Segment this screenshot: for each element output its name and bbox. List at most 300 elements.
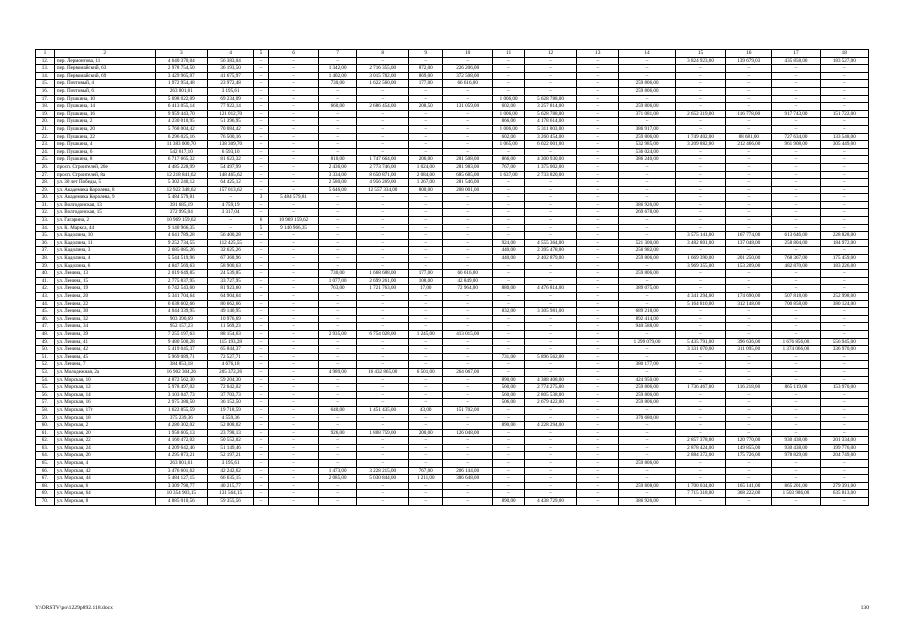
value-cell: – bbox=[524, 186, 576, 194]
value-cell: – bbox=[726, 368, 772, 376]
address-cell: ул. Морская, 8 bbox=[54, 498, 155, 506]
value-cell: – bbox=[577, 452, 619, 460]
value-cell: – bbox=[772, 330, 820, 338]
value-cell: 1 299 079,00 bbox=[619, 338, 676, 346]
value-cell: 4 476 814,00 bbox=[524, 285, 576, 293]
value-cell: 9 140 966,35 bbox=[268, 224, 318, 232]
value-cell: 930 438,00 bbox=[772, 437, 820, 445]
value-cell: – bbox=[820, 429, 868, 437]
address-cell: ул. Ленина, 15 bbox=[54, 277, 155, 285]
value-cell: – bbox=[319, 194, 357, 202]
value-cell: – bbox=[772, 270, 820, 278]
value-cell: 3 482 801,00 bbox=[675, 239, 725, 247]
value-cell: – bbox=[356, 125, 408, 133]
value-cell: 2 679 422,00 bbox=[524, 399, 576, 407]
value-cell: – bbox=[619, 57, 676, 65]
value-cell: 700 858,00 bbox=[772, 300, 820, 308]
value-cell: – bbox=[268, 384, 318, 392]
register-table-body bbox=[36, 50, 869, 506]
value-cell: – bbox=[820, 391, 868, 399]
value-cell: – bbox=[254, 270, 269, 278]
value-cell: – bbox=[524, 262, 576, 270]
value-cell: – bbox=[319, 384, 357, 392]
value-cell: – bbox=[268, 338, 318, 346]
value-cell: – bbox=[268, 277, 318, 285]
value-cell: – bbox=[820, 65, 868, 73]
value-cell: – bbox=[675, 414, 725, 422]
value-cell: 1 342,00 bbox=[319, 65, 357, 73]
value-cell: – bbox=[820, 156, 868, 164]
value-cell: – bbox=[493, 262, 524, 270]
value-cell: – bbox=[524, 346, 576, 354]
value-cell: – bbox=[726, 406, 772, 414]
table-row bbox=[36, 80, 869, 88]
value-cell: – bbox=[619, 368, 676, 376]
value-cell: – bbox=[493, 277, 524, 285]
value-cell: – bbox=[319, 148, 357, 156]
value-cell: – bbox=[409, 452, 443, 460]
value-cell: – bbox=[493, 368, 524, 376]
address-cell: ул. 30 лет Победы, 5 bbox=[54, 179, 155, 187]
address-cell: ул. Ленина, 13 bbox=[54, 270, 155, 278]
value-cell: – bbox=[356, 399, 408, 407]
value-cell: – bbox=[577, 57, 619, 65]
value-cell: 3 309 790,77 bbox=[155, 482, 207, 490]
value-cell: – bbox=[524, 460, 576, 468]
row-number-cell: 33. bbox=[36, 217, 55, 225]
value-cell: – bbox=[772, 399, 820, 407]
address-cell: ул. Морская, 2 bbox=[54, 422, 155, 430]
value-cell: 890,00 bbox=[493, 498, 524, 506]
address-cell: ул. Ленина, 20 bbox=[54, 293, 155, 301]
value-cell: 389 075,00 bbox=[619, 285, 676, 293]
column-number-cell: 10 bbox=[443, 50, 493, 58]
value-cell: 730,00 bbox=[319, 80, 357, 88]
value-cell: 2 402 879,00 bbox=[524, 255, 576, 263]
value-cell: 5 628 788,00 bbox=[524, 95, 576, 103]
row-number-cell: 46. bbox=[36, 315, 55, 323]
value-cell: 5 978 497,02 bbox=[155, 384, 207, 392]
value-cell: – bbox=[772, 224, 820, 232]
value-cell: – bbox=[577, 368, 619, 376]
value-cell: – bbox=[409, 482, 443, 490]
value-cell: 4 555 364,00 bbox=[524, 239, 576, 247]
value-cell: – bbox=[443, 118, 493, 126]
value-cell: 1 267,00 bbox=[409, 179, 443, 187]
value-cell: 259 806,00 bbox=[619, 103, 676, 111]
value-cell: – bbox=[577, 217, 619, 225]
value-cell: 2 084,00 bbox=[409, 171, 443, 179]
table-row bbox=[36, 346, 869, 354]
row-number-cell: 21. bbox=[36, 125, 55, 133]
value-cell: 10 969 159,62 bbox=[268, 217, 318, 225]
value-cell: – bbox=[675, 179, 725, 187]
value-cell: – bbox=[493, 330, 524, 338]
value-cell: – bbox=[820, 376, 868, 384]
value-cell: 263 001,61 bbox=[155, 460, 207, 468]
address-cell: ул. Кадолина, 6 bbox=[54, 262, 155, 270]
value-cell: 6 413 055,14 bbox=[155, 103, 207, 111]
value-cell: – bbox=[443, 490, 493, 498]
value-cell: – bbox=[524, 80, 576, 88]
value-cell: – bbox=[772, 179, 820, 187]
value-cell: 6 296 025,16 bbox=[155, 133, 207, 141]
table-row bbox=[36, 270, 869, 278]
value-cell: – bbox=[268, 95, 318, 103]
value-cell: – bbox=[254, 498, 269, 506]
value-cell: 42 849,00 bbox=[443, 277, 493, 285]
value-cell: – bbox=[254, 467, 269, 475]
value-cell: 5 341 704,64 bbox=[155, 293, 207, 301]
value-cell: – bbox=[820, 368, 868, 376]
value-cell: – bbox=[577, 224, 619, 232]
value-cell: – bbox=[443, 399, 493, 407]
value-cell: 66 616,00 bbox=[443, 80, 493, 88]
value-cell: – bbox=[820, 353, 868, 361]
value-cell: – bbox=[493, 323, 524, 331]
value-cell: – bbox=[319, 414, 357, 422]
value-cell: – bbox=[820, 498, 868, 506]
value-cell: – bbox=[409, 232, 443, 240]
value-cell: 4 230 010,95 bbox=[155, 118, 207, 126]
value-cell: – bbox=[524, 482, 576, 490]
value-cell: – bbox=[409, 224, 443, 232]
value-cell: – bbox=[493, 72, 524, 80]
value-cell: – bbox=[409, 414, 443, 422]
value-cell: 1 972 954,48 bbox=[155, 80, 207, 88]
value-cell: 67 368,96 bbox=[208, 255, 254, 263]
value-cell: – bbox=[619, 490, 676, 498]
value-cell: 36 152,50 bbox=[208, 399, 254, 407]
value-cell: 3 195,61 bbox=[208, 87, 254, 95]
value-cell: 66 635,15 bbox=[208, 475, 254, 483]
value-cell: – bbox=[619, 232, 676, 240]
value-cell: – bbox=[409, 87, 443, 95]
value-cell: – bbox=[772, 156, 820, 164]
value-cell: – bbox=[493, 406, 524, 414]
value-cell: – bbox=[409, 300, 443, 308]
value-cell: – bbox=[268, 391, 318, 399]
value-cell: – bbox=[319, 141, 357, 149]
value-cell: 613 646,00 bbox=[772, 232, 820, 240]
value-cell: – bbox=[254, 57, 269, 65]
value-cell: – bbox=[577, 179, 619, 187]
value-cell: – bbox=[319, 239, 357, 247]
value-cell: – bbox=[772, 87, 820, 95]
value-cell: 440,00 bbox=[493, 255, 524, 263]
value-cell: 4 209 642,46 bbox=[155, 444, 207, 452]
value-cell: – bbox=[772, 361, 820, 369]
value-cell: 1 736 467,00 bbox=[675, 384, 725, 392]
value-cell: 70 084,42 bbox=[208, 125, 254, 133]
value-cell: – bbox=[254, 460, 269, 468]
value-cell: 5 484 579,81 bbox=[268, 194, 318, 202]
value-cell: 1 668 688,00 bbox=[356, 270, 408, 278]
value-cell: 880,00 bbox=[493, 285, 524, 293]
value-cell: 386 926,00 bbox=[619, 201, 676, 209]
value-cell: – bbox=[268, 315, 318, 323]
value-cell: 121 012,70 bbox=[208, 110, 254, 118]
value-cell: 19 718,59 bbox=[208, 406, 254, 414]
value-cell: – bbox=[319, 255, 357, 263]
value-cell: – bbox=[254, 475, 269, 483]
value-cell: – bbox=[443, 437, 493, 445]
value-cell: – bbox=[443, 125, 493, 133]
value-cell: 5 484 579,81 bbox=[155, 194, 207, 202]
table-row bbox=[36, 406, 869, 414]
value-cell: – bbox=[493, 475, 524, 483]
value-cell: – bbox=[772, 163, 820, 171]
value-cell: 424 950,00 bbox=[619, 376, 676, 384]
value-cell: 2 733 820,00 bbox=[524, 171, 576, 179]
value-cell: 174 690,00 bbox=[726, 293, 772, 301]
value-cell: 869,00 bbox=[409, 72, 443, 80]
register-table bbox=[35, 49, 869, 506]
value-cell: 1 245,00 bbox=[409, 330, 443, 338]
value-cell: 72 964,00 bbox=[443, 285, 493, 293]
value-cell: – bbox=[319, 422, 357, 430]
value-cell: 1 747 664,00 bbox=[356, 156, 408, 164]
value-cell: – bbox=[675, 308, 725, 316]
value-cell: – bbox=[772, 95, 820, 103]
table-row bbox=[36, 65, 869, 73]
value-cell: – bbox=[409, 444, 443, 452]
value-cell: – bbox=[577, 422, 619, 430]
value-cell: – bbox=[268, 110, 318, 118]
value-cell: – bbox=[493, 209, 524, 217]
value-cell: – bbox=[319, 452, 357, 460]
value-cell: 1 808 759,00 bbox=[356, 429, 408, 437]
value-cell: 727 634,00 bbox=[772, 133, 820, 141]
value-cell: – bbox=[409, 110, 443, 118]
value-cell: 1 676 856,00 bbox=[772, 338, 820, 346]
value-cell: 49 140,95 bbox=[208, 308, 254, 316]
value-cell: – bbox=[524, 338, 576, 346]
row-number-cell: 49. bbox=[36, 338, 55, 346]
value-cell: 890,00 bbox=[493, 422, 524, 430]
address-cell: ул. Морская, 14 bbox=[54, 391, 155, 399]
value-cell: – bbox=[619, 475, 676, 483]
row-number-cell: 45. bbox=[36, 308, 55, 316]
value-cell: 1 374 066,00 bbox=[772, 346, 820, 354]
value-cell: 4 438 729,00 bbox=[524, 498, 576, 506]
value-cell: – bbox=[820, 277, 868, 285]
value-cell: – bbox=[577, 232, 619, 240]
address-cell: пер. Пушкина, 10 bbox=[54, 95, 155, 103]
value-cell: 2 436,00 bbox=[319, 163, 357, 171]
value-cell: 1 622 560,00 bbox=[356, 80, 408, 88]
value-cell: – bbox=[356, 194, 408, 202]
value-cell: – bbox=[254, 186, 269, 194]
value-cell: – bbox=[356, 239, 408, 247]
value-cell: – bbox=[820, 330, 868, 338]
table-row bbox=[36, 308, 869, 316]
address-cell: ул. Кадолина, 10 bbox=[54, 232, 155, 240]
address-cell: ул. Молодежная, 2а bbox=[54, 368, 155, 376]
value-cell: 4 280 302,02 bbox=[155, 422, 207, 430]
value-cell: 6 754 028,00 bbox=[356, 330, 408, 338]
value-cell: – bbox=[409, 490, 443, 498]
value-cell: – bbox=[726, 103, 772, 111]
value-cell: 4 388 408,00 bbox=[524, 376, 576, 384]
value-cell: – bbox=[319, 300, 357, 308]
value-cell: 3 bbox=[254, 194, 269, 202]
value-cell: – bbox=[619, 217, 676, 225]
value-cell: – bbox=[356, 376, 408, 384]
value-cell: 9 959 443,70 bbox=[155, 110, 207, 118]
value-cell: – bbox=[268, 300, 318, 308]
row-number-cell: 40. bbox=[36, 270, 55, 278]
value-cell: – bbox=[208, 224, 254, 232]
value-cell: – bbox=[268, 171, 318, 179]
value-cell: – bbox=[820, 87, 868, 95]
value-cell: – bbox=[524, 217, 576, 225]
value-cell: 23 798,13 bbox=[208, 429, 254, 437]
column-number-cell: 13 bbox=[577, 50, 619, 58]
value-cell: – bbox=[675, 156, 725, 164]
value-cell: – bbox=[268, 179, 318, 187]
address-cell: пер. Почтовый, 4 bbox=[54, 80, 155, 88]
table-row bbox=[36, 209, 869, 217]
value-cell: – bbox=[524, 361, 576, 369]
address-cell: пер. Пушкина, 6 bbox=[54, 148, 155, 156]
value-cell: 386 917,00 bbox=[619, 125, 676, 133]
value-cell: 2 975 380,50 bbox=[155, 399, 207, 407]
value-cell: – bbox=[524, 270, 576, 278]
value-cell: – bbox=[675, 186, 725, 194]
value-cell: – bbox=[577, 65, 619, 73]
value-cell: – bbox=[726, 194, 772, 202]
address-cell: ул. Ленина, 22 bbox=[54, 300, 155, 308]
value-cell: – bbox=[675, 422, 725, 430]
value-cell: – bbox=[675, 277, 725, 285]
value-cell: – bbox=[726, 429, 772, 437]
value-cell: 259 806,00 bbox=[619, 460, 676, 468]
row-number-cell: 13. bbox=[36, 65, 55, 73]
value-cell: – bbox=[577, 95, 619, 103]
value-cell: 1 006,00 bbox=[493, 125, 524, 133]
footer-file-path: Y:\ORSTV\po\1229p892.118.docx bbox=[35, 605, 113, 611]
value-cell: – bbox=[268, 262, 318, 270]
value-cell: – bbox=[820, 209, 868, 217]
value-cell: – bbox=[493, 444, 524, 452]
value-cell: – bbox=[675, 315, 725, 323]
value-cell: – bbox=[577, 429, 619, 437]
value-cell: 6 501,00 bbox=[409, 368, 443, 376]
row-number-cell: 17. bbox=[36, 95, 55, 103]
value-cell: – bbox=[268, 444, 318, 452]
row-number-cell: 25. bbox=[36, 156, 55, 164]
value-cell: – bbox=[356, 315, 408, 323]
value-cell: – bbox=[493, 452, 524, 460]
value-cell: – bbox=[268, 57, 318, 65]
table-row bbox=[36, 194, 869, 202]
value-cell: – bbox=[319, 247, 357, 255]
value-cell: – bbox=[820, 285, 868, 293]
value-cell: 3 429 965,97 bbox=[155, 72, 207, 80]
value-cell: 865 201,00 bbox=[772, 482, 820, 490]
address-cell: ул. Морская, 10 bbox=[54, 376, 155, 384]
value-cell: – bbox=[577, 247, 619, 255]
table-row bbox=[36, 338, 869, 346]
value-cell: 183 226,00 bbox=[820, 262, 868, 270]
value-cell: – bbox=[319, 293, 357, 301]
table-row bbox=[36, 482, 869, 490]
value-cell: – bbox=[577, 163, 619, 171]
value-cell: 36 193,50 bbox=[208, 65, 254, 73]
value-cell: 1 473,00 bbox=[319, 467, 357, 475]
value-cell: 2 857 378,00 bbox=[675, 437, 725, 445]
table-row bbox=[36, 414, 869, 422]
row-number-cell: 67. bbox=[36, 475, 55, 483]
register-table-sheet bbox=[35, 49, 869, 506]
value-cell: – bbox=[254, 239, 269, 247]
value-cell: 204 749,00 bbox=[820, 452, 868, 460]
value-cell: – bbox=[493, 315, 524, 323]
value-cell: – bbox=[577, 72, 619, 80]
value-cell: – bbox=[524, 429, 576, 437]
value-cell: – bbox=[577, 133, 619, 141]
value-cell: 3 305 981,00 bbox=[524, 308, 576, 316]
value-cell: – bbox=[409, 338, 443, 346]
row-number-cell: 54. bbox=[36, 376, 55, 384]
value-cell: 532 985,00 bbox=[619, 141, 676, 149]
value-cell: – bbox=[577, 80, 619, 88]
value-cell: – bbox=[820, 475, 868, 483]
value-cell: 59 355,56 bbox=[208, 498, 254, 506]
address-cell: ул. Морская, 26 bbox=[54, 452, 155, 460]
value-cell: 3 257 814,00 bbox=[524, 103, 576, 111]
value-cell: 24 539,85 bbox=[208, 270, 254, 278]
value-cell: 1 024,00 bbox=[409, 163, 443, 171]
value-cell: – bbox=[726, 65, 772, 73]
value-cell: – bbox=[493, 80, 524, 88]
value-cell: 112 425,55 bbox=[208, 239, 254, 247]
value-cell: – bbox=[268, 125, 318, 133]
value-cell: – bbox=[577, 391, 619, 399]
value-cell: 226 206,00 bbox=[443, 65, 493, 73]
value-cell: 56 400,28 bbox=[208, 232, 254, 240]
value-cell: – bbox=[268, 414, 318, 422]
row-number-cell: 34. bbox=[36, 224, 55, 232]
column-number-cell: 4 bbox=[208, 50, 254, 58]
table-row bbox=[36, 163, 869, 171]
column-number-cell: 18 bbox=[820, 50, 868, 58]
value-cell: – bbox=[319, 346, 357, 354]
value-cell: – bbox=[524, 315, 576, 323]
value-cell: 560,00 bbox=[493, 391, 524, 399]
value-cell: – bbox=[726, 87, 772, 95]
value-cell: – bbox=[577, 460, 619, 468]
value-cell: – bbox=[443, 194, 493, 202]
value-cell: – bbox=[319, 361, 357, 369]
value-cell: – bbox=[356, 422, 408, 430]
value-cell: – bbox=[493, 293, 524, 301]
value-cell: – bbox=[409, 361, 443, 369]
value-cell: – bbox=[443, 239, 493, 247]
value-cell: – bbox=[356, 148, 408, 156]
address-cell: ул. Морская, 18 bbox=[54, 414, 155, 422]
value-cell: – bbox=[675, 217, 725, 225]
value-cell: 767,00 bbox=[493, 163, 524, 171]
value-cell: – bbox=[577, 277, 619, 285]
value-cell: – bbox=[443, 148, 493, 156]
value-cell: – bbox=[820, 323, 868, 331]
row-number-cell: 55. bbox=[36, 384, 55, 392]
value-cell: – bbox=[268, 308, 318, 316]
value-cell: 6 638 602,66 bbox=[155, 300, 207, 308]
value-cell: – bbox=[254, 72, 269, 80]
